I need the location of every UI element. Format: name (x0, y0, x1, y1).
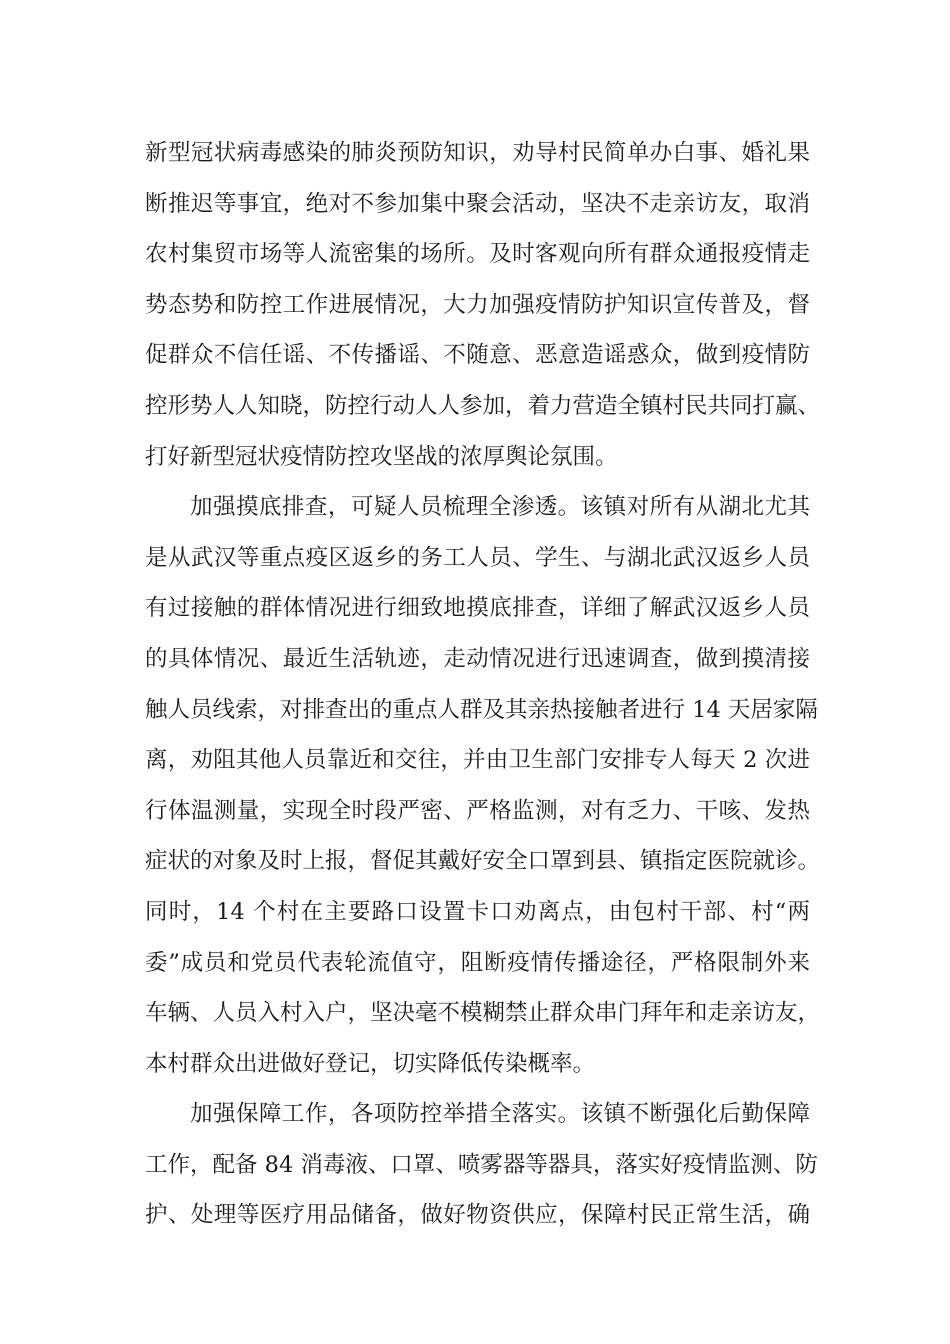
text-line: 促群众不信任谣、不传播谣、不随意、恶意造谣惑众，做到疫情防 (145, 342, 810, 369)
text-line: 新型冠状病毒感染的肺炎预防知识，劝导村民简单办白事、婚礼果 (145, 140, 810, 166)
text-line: 有过接触的群体情况进行细致地摸底排查，详细了解武汉返乡人员 (145, 595, 810, 622)
paragraph-epidemic-awareness (145, 128, 821, 482)
text-line: 工作，配备 84 消毒液、口罩、喷雾器等器具，落实好疫情监测、防 (145, 1151, 818, 1178)
text-line: 农村集贸市场等人流密集的场所。及时客观向所有群众通报疫情走 (145, 241, 810, 268)
text-line: 委”成员和党员代表轮流值守，阻断疫情传播途径，严格限制外来 (145, 949, 810, 976)
text-line: 加强保障工作，各项防控举措全落实。该镇不断强化后勤保障 (190, 1101, 810, 1128)
paragraph-investigation (145, 482, 821, 1089)
text-line: 症状的对象及时上报，督促其戴好安全口罩到县、镇指定医院就诊。 (145, 848, 821, 875)
text-line: 断推迟等事宜，绝对不参加集中聚会活动，坚决不走亲访友，取消 (145, 190, 810, 217)
text-line: 势态势和防控工作进展情况，大力加强疫情防护知识宣传普及，督 (145, 291, 810, 318)
text-line: 本村群众出进做好登记，切实降低传染概率。 (145, 1050, 596, 1077)
text-line: 打好新型冠状疫情防控攻坚战的浓厚舆论氛围。 (145, 443, 618, 470)
text-line: 加强摸底排查，可疑人员梳理全渗透。该镇对所有从湖北尤其 (190, 494, 810, 521)
text-line: 离，劝阻其他人员靠近和交往，并由卫生部门安排专人每天 2 次进 (145, 747, 810, 774)
text-line: 同时，14 个村在主要路口设置卡口劝离点，由包村干部、村“两 (145, 898, 810, 925)
text-line: 车辆、人员入村入户，坚决毫不模糊禁止群众串门拜年和走亲访友， (145, 1000, 821, 1027)
text-line: 的具体情况、最近生活轨迹，走动情况进行迅速调查，做到摸清接 (145, 645, 810, 672)
text-line: 行体温测量，实现全时段严密、严格监测，对有乏力、干咳、发热 (145, 797, 810, 824)
text-line: 触人员线索，对排查出的重点人群及其亲热接触者进行 14 天居家隔 (145, 696, 818, 723)
text-line: 是从武汉等重点疫区返乡的务工人员、学生、与湖北武汉返乡人员 (145, 544, 810, 571)
body-text (145, 128, 821, 1241)
paragraph-logistics (145, 1089, 818, 1241)
text-line: 控形势人人知晓，防控行动人人参加，着力营造全镇村民共同打赢、 (145, 392, 821, 419)
text-line: 护、处理等医疗用品储备，做好物资供应，保障村民正常生活，确 (145, 1202, 810, 1229)
